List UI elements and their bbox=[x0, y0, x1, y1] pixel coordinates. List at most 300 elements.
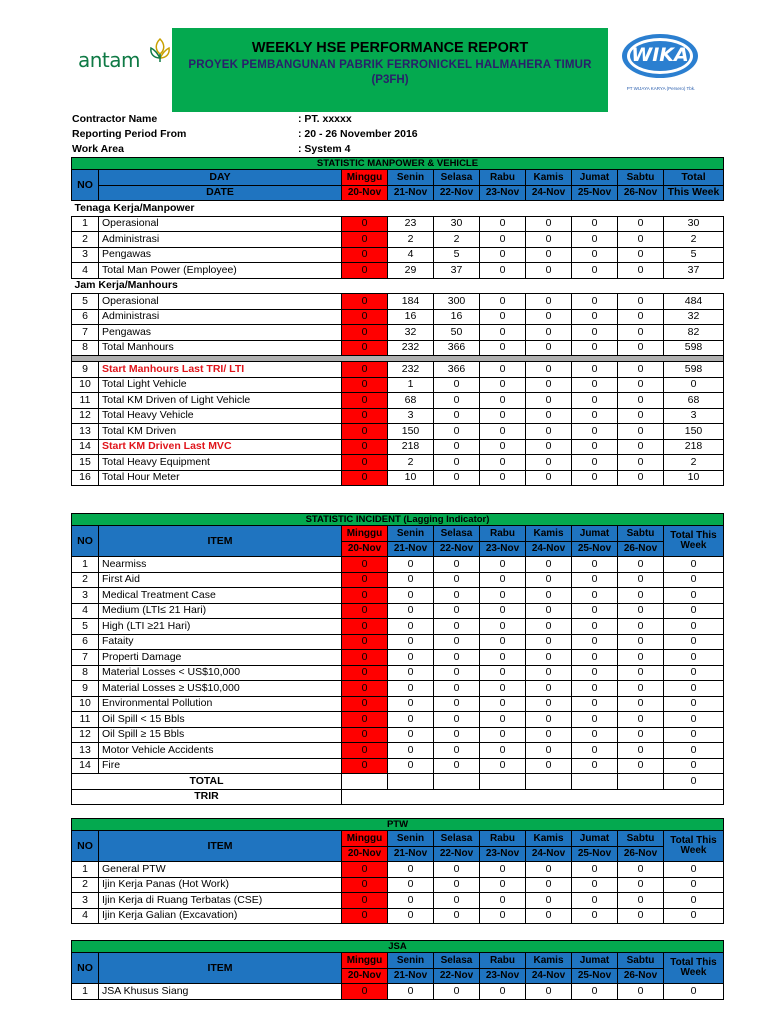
row-total: 30 bbox=[664, 216, 724, 232]
row-no: 9 bbox=[72, 681, 99, 697]
header-date-5: 25-Nov bbox=[572, 185, 618, 201]
header-day-2: Selasa bbox=[434, 526, 480, 542]
table-row bbox=[72, 893, 724, 909]
row-no: 12 bbox=[72, 408, 99, 424]
row-value: 0 bbox=[572, 216, 618, 232]
row-value: 0 bbox=[434, 758, 480, 774]
header-day-3: Rabu bbox=[480, 526, 526, 542]
total-empty bbox=[434, 774, 480, 790]
header-day-6: Sabtu bbox=[618, 170, 664, 186]
row-value: 0 bbox=[618, 572, 664, 588]
row-no: 3 bbox=[72, 893, 99, 909]
row-total: 3 bbox=[664, 408, 724, 424]
row-value: 0 bbox=[618, 665, 664, 681]
row-value: 0 bbox=[434, 908, 480, 924]
row-total: 0 bbox=[664, 572, 724, 588]
table-row bbox=[72, 758, 724, 774]
report-header bbox=[0, 0, 768, 112]
row-item: Material Losses ≥ US$10,000 bbox=[99, 681, 342, 697]
total-empty bbox=[342, 774, 388, 790]
row-no: 4 bbox=[72, 908, 99, 924]
row-value: 0 bbox=[618, 712, 664, 728]
row-value: 0 bbox=[342, 263, 388, 279]
row-item: Medical Treatment Case bbox=[99, 588, 342, 604]
table-banner: STATISTIC MANPOWER & VEHICLE bbox=[72, 158, 724, 170]
header-day-2: Selasa bbox=[434, 953, 480, 969]
row-item: Total Man Power (Employee) bbox=[99, 263, 342, 279]
row-value: 0 bbox=[480, 743, 526, 759]
row-value: 0 bbox=[526, 984, 572, 1000]
row-value: 0 bbox=[618, 862, 664, 878]
row-value: 0 bbox=[342, 665, 388, 681]
row-no: 11 bbox=[72, 393, 99, 409]
row-total: 0 bbox=[664, 877, 724, 893]
row-value: 0 bbox=[526, 557, 572, 573]
row-value: 0 bbox=[572, 393, 618, 409]
wika-logo bbox=[616, 30, 706, 100]
row-item: Environmental Pollution bbox=[99, 696, 342, 712]
header-no: NO bbox=[72, 170, 99, 201]
row-value: 0 bbox=[618, 408, 664, 424]
row-total: 0 bbox=[664, 634, 724, 650]
row-value: 0 bbox=[618, 294, 664, 310]
table-banner: JSA bbox=[72, 941, 724, 953]
row-total: 150 bbox=[664, 424, 724, 440]
row-total: 68 bbox=[664, 393, 724, 409]
row-value: 232 bbox=[388, 340, 434, 356]
row-value: 0 bbox=[388, 727, 434, 743]
header-day-3: Rabu bbox=[480, 831, 526, 847]
header-total: Total This Week bbox=[664, 953, 724, 984]
row-value: 0 bbox=[572, 557, 618, 573]
header-date-3: 23-Nov bbox=[480, 846, 526, 862]
row-no: 9 bbox=[72, 362, 99, 378]
row-value: 0 bbox=[572, 877, 618, 893]
row-value: 0 bbox=[618, 470, 664, 486]
jsa-table bbox=[71, 940, 724, 1000]
row-value: 0 bbox=[480, 362, 526, 378]
period-value: : 20 - 26 November 2016 bbox=[298, 128, 418, 140]
table-row bbox=[72, 877, 724, 893]
row-value: 0 bbox=[572, 325, 618, 341]
row-item: Ijin Kerja di Ruang Terbatas (CSE) bbox=[99, 893, 342, 909]
total-row bbox=[72, 774, 724, 790]
table-row bbox=[72, 908, 724, 924]
table-row bbox=[72, 408, 724, 424]
row-item: General PTW bbox=[99, 862, 342, 878]
contractor-label: Contractor Name bbox=[72, 113, 158, 125]
row-value: 0 bbox=[434, 743, 480, 759]
table-row bbox=[72, 603, 724, 619]
row-no: 4 bbox=[72, 603, 99, 619]
table-banner-row bbox=[72, 819, 724, 831]
row-value: 0 bbox=[342, 294, 388, 310]
row-total: 0 bbox=[664, 727, 724, 743]
row-value: 0 bbox=[342, 696, 388, 712]
header-date-2: 22-Nov bbox=[434, 968, 480, 984]
row-item: Start KM Driven Last MVC bbox=[99, 439, 342, 455]
row-item: Fataity bbox=[99, 634, 342, 650]
row-value: 0 bbox=[526, 393, 572, 409]
row-value: 0 bbox=[388, 984, 434, 1000]
row-value: 0 bbox=[526, 232, 572, 248]
header-item: ITEM bbox=[99, 831, 342, 862]
row-value: 0 bbox=[342, 216, 388, 232]
row-no: 15 bbox=[72, 455, 99, 471]
row-value: 32 bbox=[388, 325, 434, 341]
row-value: 0 bbox=[526, 362, 572, 378]
row-value: 0 bbox=[618, 908, 664, 924]
header-total: Total This Week bbox=[664, 526, 724, 557]
row-value: 0 bbox=[388, 681, 434, 697]
row-value: 0 bbox=[618, 424, 664, 440]
table-row bbox=[72, 862, 724, 878]
table-header-row bbox=[72, 831, 724, 847]
row-value: 0 bbox=[572, 984, 618, 1000]
row-value: 0 bbox=[480, 325, 526, 341]
table-header-row bbox=[72, 526, 724, 542]
row-value: 0 bbox=[572, 696, 618, 712]
row-value: 0 bbox=[434, 634, 480, 650]
row-value: 0 bbox=[526, 572, 572, 588]
row-item: Total KM Driven bbox=[99, 424, 342, 440]
header-day-4: Kamis bbox=[526, 170, 572, 186]
row-total: 0 bbox=[664, 893, 724, 909]
header-date-0: 20-Nov bbox=[342, 185, 388, 201]
header-day-3: Rabu bbox=[480, 170, 526, 186]
row-value: 0 bbox=[572, 294, 618, 310]
row-value: 0 bbox=[526, 325, 572, 341]
row-value: 232 bbox=[388, 362, 434, 378]
row-no: 10 bbox=[72, 696, 99, 712]
row-item: Total Hour Meter bbox=[99, 470, 342, 486]
row-no: 2 bbox=[72, 877, 99, 893]
row-value: 0 bbox=[526, 470, 572, 486]
row-total: 0 bbox=[664, 712, 724, 728]
row-value: 0 bbox=[342, 984, 388, 1000]
row-item: Oil Spill ≥ 15 Bbls bbox=[99, 727, 342, 743]
row-value: 0 bbox=[434, 727, 480, 743]
header-total: Total This Week bbox=[664, 831, 724, 862]
header-date-2: 22-Nov bbox=[434, 185, 480, 201]
row-value: 0 bbox=[388, 908, 434, 924]
row-value: 0 bbox=[342, 727, 388, 743]
row-value: 0 bbox=[572, 712, 618, 728]
row-total: 0 bbox=[664, 377, 724, 393]
row-no: 10 bbox=[72, 377, 99, 393]
row-value: 0 bbox=[618, 681, 664, 697]
header-day-5: Jumat bbox=[572, 953, 618, 969]
row-value: 0 bbox=[434, 681, 480, 697]
header-no: NO bbox=[72, 953, 99, 984]
row-total: 0 bbox=[664, 665, 724, 681]
row-item: Total Manhours bbox=[99, 340, 342, 356]
row-value: 366 bbox=[434, 340, 480, 356]
row-value: 0 bbox=[572, 727, 618, 743]
header-day-5: Jumat bbox=[572, 170, 618, 186]
header-day-1: Senin bbox=[388, 526, 434, 542]
row-value: 0 bbox=[434, 603, 480, 619]
table-row bbox=[72, 325, 724, 341]
row-no: 5 bbox=[72, 619, 99, 635]
row-value: 0 bbox=[480, 455, 526, 471]
row-value: 0 bbox=[342, 572, 388, 588]
row-no: 2 bbox=[72, 232, 99, 248]
row-value: 0 bbox=[526, 603, 572, 619]
row-value: 0 bbox=[480, 908, 526, 924]
row-value: 0 bbox=[572, 603, 618, 619]
row-no: 13 bbox=[72, 424, 99, 440]
row-item: Total Light Vehicle bbox=[99, 377, 342, 393]
header-day-2: Selasa bbox=[434, 170, 480, 186]
row-total: 10 bbox=[664, 470, 724, 486]
row-total: 0 bbox=[664, 619, 724, 635]
table-row bbox=[72, 588, 724, 604]
row-item: First Aid bbox=[99, 572, 342, 588]
work-area-label: Work Area bbox=[72, 143, 124, 155]
header-date-4: 24-Nov bbox=[526, 968, 572, 984]
row-value: 2 bbox=[434, 232, 480, 248]
row-item: Total KM Driven of Light Vehicle bbox=[99, 393, 342, 409]
row-value: 0 bbox=[572, 455, 618, 471]
row-value: 0 bbox=[342, 424, 388, 440]
row-total: 218 bbox=[664, 439, 724, 455]
header-day-2: Selasa bbox=[434, 831, 480, 847]
header-item: ITEM bbox=[99, 526, 342, 557]
row-value: 0 bbox=[480, 309, 526, 325]
row-item: Material Losses < US$10,000 bbox=[99, 665, 342, 681]
row-value: 0 bbox=[480, 650, 526, 666]
row-value: 23 bbox=[388, 216, 434, 232]
row-value: 0 bbox=[618, 877, 664, 893]
row-item: Medium (LTI≤ 21 Hari) bbox=[99, 603, 342, 619]
row-value: 0 bbox=[434, 619, 480, 635]
header-date-4: 24-Nov bbox=[526, 185, 572, 201]
row-item: Total Heavy Equipment bbox=[99, 455, 342, 471]
row-value: 0 bbox=[342, 439, 388, 455]
row-no: 4 bbox=[72, 263, 99, 279]
row-value: 0 bbox=[618, 439, 664, 455]
row-value: 0 bbox=[618, 634, 664, 650]
row-value: 0 bbox=[526, 712, 572, 728]
row-value: 29 bbox=[388, 263, 434, 279]
row-value: 0 bbox=[572, 893, 618, 909]
work-area-value: : System 4 bbox=[298, 143, 351, 155]
row-value: 0 bbox=[342, 362, 388, 378]
header-item: ITEM bbox=[99, 953, 342, 984]
row-value: 5 bbox=[434, 247, 480, 263]
header-date-4: 24-Nov bbox=[526, 541, 572, 557]
row-value: 0 bbox=[342, 470, 388, 486]
row-value: 0 bbox=[618, 216, 664, 232]
row-total: 0 bbox=[664, 588, 724, 604]
row-value: 0 bbox=[480, 681, 526, 697]
row-value: 0 bbox=[480, 557, 526, 573]
row-value: 0 bbox=[342, 247, 388, 263]
row-value: 0 bbox=[342, 325, 388, 341]
table-row bbox=[72, 455, 724, 471]
header-date-2: 22-Nov bbox=[434, 846, 480, 862]
row-value: 0 bbox=[572, 908, 618, 924]
row-value: 2 bbox=[388, 455, 434, 471]
period-label: Reporting Period From bbox=[72, 128, 187, 140]
row-value: 0 bbox=[480, 862, 526, 878]
trir-row bbox=[72, 789, 724, 805]
table-row bbox=[72, 696, 724, 712]
row-value: 0 bbox=[342, 712, 388, 728]
header-day-4: Kamis bbox=[526, 831, 572, 847]
row-value: 68 bbox=[388, 393, 434, 409]
row-no: 1 bbox=[72, 984, 99, 1000]
row-item: Start Manhours Last TRI/ LTI bbox=[99, 362, 342, 378]
row-value: 0 bbox=[618, 984, 664, 1000]
row-value: 0 bbox=[388, 893, 434, 909]
row-total: 484 bbox=[664, 294, 724, 310]
contractor-value: : PT. xxxxx bbox=[298, 113, 352, 125]
row-value: 0 bbox=[480, 758, 526, 774]
row-value: 0 bbox=[526, 908, 572, 924]
row-value: 0 bbox=[480, 696, 526, 712]
row-value: 0 bbox=[388, 603, 434, 619]
row-value: 0 bbox=[342, 309, 388, 325]
row-value: 0 bbox=[480, 247, 526, 263]
table-row bbox=[72, 650, 724, 666]
row-item: Administrasi bbox=[99, 232, 342, 248]
row-value: 0 bbox=[434, 408, 480, 424]
header-day-6: Sabtu bbox=[618, 953, 664, 969]
row-total: 598 bbox=[664, 362, 724, 378]
row-value: 0 bbox=[526, 619, 572, 635]
table-row bbox=[72, 557, 724, 573]
row-item: Pengawas bbox=[99, 325, 342, 341]
row-value: 0 bbox=[526, 455, 572, 471]
row-value: 0 bbox=[388, 572, 434, 588]
header-date-1: 21-Nov bbox=[388, 968, 434, 984]
table-banner-row bbox=[72, 514, 724, 526]
table-row bbox=[72, 247, 724, 263]
row-value: 0 bbox=[342, 588, 388, 604]
row-item: Total Heavy Vehicle bbox=[99, 408, 342, 424]
row-value: 0 bbox=[434, 424, 480, 440]
row-value: 0 bbox=[480, 439, 526, 455]
header-date-0: 20-Nov bbox=[342, 968, 388, 984]
row-value: 0 bbox=[342, 908, 388, 924]
row-total: 37 bbox=[664, 263, 724, 279]
row-value: 0 bbox=[342, 232, 388, 248]
row-value: 16 bbox=[388, 309, 434, 325]
table-row bbox=[72, 393, 724, 409]
header-date-5: 25-Nov bbox=[572, 846, 618, 862]
row-value: 0 bbox=[618, 232, 664, 248]
row-value: 0 bbox=[572, 470, 618, 486]
row-no: 13 bbox=[72, 743, 99, 759]
row-value: 0 bbox=[618, 603, 664, 619]
row-value: 0 bbox=[526, 665, 572, 681]
row-value: 0 bbox=[526, 743, 572, 759]
row-value: 300 bbox=[434, 294, 480, 310]
row-total: 0 bbox=[664, 908, 724, 924]
row-value: 0 bbox=[342, 877, 388, 893]
header-date-1: 21-Nov bbox=[388, 541, 434, 557]
section-title: Tenaga Kerja/Manpower bbox=[74, 201, 195, 214]
row-value: 0 bbox=[618, 619, 664, 635]
row-value: 0 bbox=[526, 758, 572, 774]
row-total: 5 bbox=[664, 247, 724, 263]
header-day-0: Minggu bbox=[342, 831, 388, 847]
row-item: Nearmiss bbox=[99, 557, 342, 573]
header-day-3: Rabu bbox=[480, 953, 526, 969]
row-value: 218 bbox=[388, 439, 434, 455]
row-value: 0 bbox=[388, 650, 434, 666]
table-banner-row bbox=[72, 941, 724, 953]
table-row bbox=[72, 681, 724, 697]
table-row bbox=[72, 634, 724, 650]
row-no: 2 bbox=[72, 572, 99, 588]
table-banner-row bbox=[72, 158, 724, 170]
row-value: 0 bbox=[526, 247, 572, 263]
total-value: 0 bbox=[664, 774, 724, 790]
row-total: 2 bbox=[664, 232, 724, 248]
row-value: 1 bbox=[388, 377, 434, 393]
row-no: 12 bbox=[72, 727, 99, 743]
row-value: 0 bbox=[480, 263, 526, 279]
table-row bbox=[72, 294, 724, 310]
row-value: 184 bbox=[388, 294, 434, 310]
row-value: 0 bbox=[342, 408, 388, 424]
row-value: 0 bbox=[618, 650, 664, 666]
row-value: 0 bbox=[526, 634, 572, 650]
row-item: Operasional bbox=[99, 294, 342, 310]
row-total: 0 bbox=[664, 696, 724, 712]
row-value: 37 bbox=[434, 263, 480, 279]
row-value: 2 bbox=[388, 232, 434, 248]
row-value: 0 bbox=[526, 408, 572, 424]
row-value: 0 bbox=[572, 572, 618, 588]
row-value: 0 bbox=[342, 377, 388, 393]
header-day-6: Sabtu bbox=[618, 831, 664, 847]
total-empty bbox=[480, 774, 526, 790]
total-empty bbox=[572, 774, 618, 790]
row-value: 0 bbox=[572, 665, 618, 681]
header-date-6: 26-Nov bbox=[618, 185, 664, 201]
total-empty bbox=[618, 774, 664, 790]
row-value: 0 bbox=[434, 588, 480, 604]
row-total: 0 bbox=[664, 758, 724, 774]
row-no: 16 bbox=[72, 470, 99, 486]
row-value: 0 bbox=[480, 893, 526, 909]
row-value: 0 bbox=[572, 424, 618, 440]
row-value: 3 bbox=[388, 408, 434, 424]
row-value: 0 bbox=[572, 377, 618, 393]
row-value: 0 bbox=[480, 408, 526, 424]
row-value: 0 bbox=[618, 377, 664, 393]
row-value: 0 bbox=[572, 634, 618, 650]
row-total: 0 bbox=[664, 862, 724, 878]
row-value: 0 bbox=[480, 603, 526, 619]
row-value: 0 bbox=[526, 588, 572, 604]
row-item: Motor Vehicle Accidents bbox=[99, 743, 342, 759]
table-row bbox=[72, 263, 724, 279]
total-empty bbox=[388, 774, 434, 790]
row-item: High (LTI ≥21 Hari) bbox=[99, 619, 342, 635]
table-row bbox=[72, 340, 724, 356]
table-row bbox=[72, 743, 724, 759]
row-value: 0 bbox=[618, 743, 664, 759]
row-total: 0 bbox=[664, 743, 724, 759]
row-item: Pengawas bbox=[99, 247, 342, 263]
table-row bbox=[72, 424, 724, 440]
row-value: 0 bbox=[618, 455, 664, 471]
